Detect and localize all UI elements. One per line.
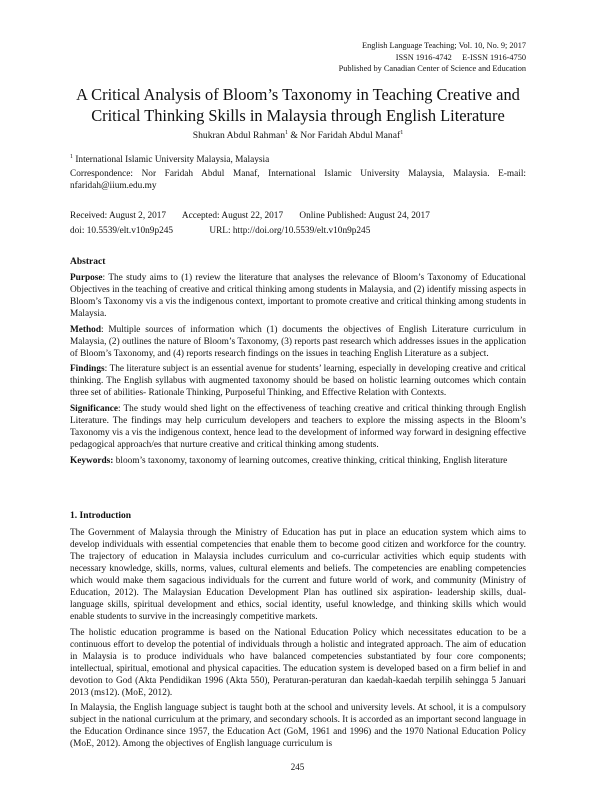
method-label: Method: [70, 324, 101, 335]
journal-publisher: Published by Canadian Center of Science and Education: [338, 64, 526, 73]
journal-issn: ISSN 1916-4742 E-ISSN 1916-4750: [395, 52, 526, 62]
findings-text: : The literature subject is an essential avenue for students’ learning, especially in developing creative and critical thinking. The English syllabus with augmented taxonomy should be based on holistic learning outcomes which contain three set of abilities- Rationale Thinking, Purposeful Thinking, and Effective Relation with Contexts.: [70, 364, 526, 399]
keywords-label: Keywords:: [70, 455, 114, 466]
doi-url[interactable]: URL: http://doi.org/10.5539/elt.v10n9p245: [209, 226, 371, 236]
author-list: [70, 130, 526, 141]
journal-header: [226, 40, 526, 75]
abstract-method: [70, 324, 526, 360]
abstract-findings: [70, 363, 526, 399]
affiliation-text: International Islamic University Malaysia, Malaysia: [73, 155, 270, 166]
paper-title: [70, 84, 526, 126]
doi-text: doi: 10.5539/elt.v10n9p245: [70, 226, 174, 236]
purpose-label: Purpose: [70, 273, 103, 283]
significance-label: Significance: [70, 404, 119, 415]
article-dates: [70, 210, 526, 222]
published-date: Online Published: August 24, 2017: [299, 211, 430, 221]
abstract-significance: [70, 403, 526, 451]
doi-line: [70, 225, 526, 237]
title-line-1: A Critical Analysis of Bloom’s Taxonomy in Teaching Creative and: [76, 85, 520, 104]
journal-volume: English Language Teaching; Vol. 10, No. 9; 2017: [362, 41, 526, 50]
intro-paragraph-3: In Malaysia, the English language subject is taught both at the school and university levels. At school, it is a compulsory subject in the national curriculum at the primary, and secondary schools. It is accorded as an important second language in the Education Ordinance since 1957, the Education Act (GoM, 1961 and 1996) and the 1970 National Education Policy (MoE, 2012). Among the objectives of English language curriculum is: [70, 703, 526, 750]
author-1: Shukran Abdul Rahman: [192, 130, 285, 142]
abstract-heading: Abstract: [70, 257, 106, 267]
abstract-section: [70, 256, 526, 470]
purpose-text: : The study aims to (1) review the literature that analyses the relevance of Bloom’s Taxonomy of Educational Objectives in the teaching of creative and critical thinking among students in Malaysia, and (2) identify missing aspects in Bloom’s Taxonomy vis a vis the indigenous context, important to promote creative and critical thinking among students in Malaysia.: [70, 273, 526, 319]
affiliation-mark: 1: [70, 154, 73, 160]
correspondence: Correspondence: Nor Faridah Abdul Manaf, International Islamic University Malaysia, Malaysia. E-mail: nfaridah@iium.edu.my: [70, 169, 526, 191]
author-2: Nor Faridah Abdul Manaf: [300, 130, 401, 142]
intro-paragraph-1: The Government of Malaysia through the Ministry of Education has put in place an education system which aims to develop individuals with essential competencies that enable them to become good citizen and workforce for the country. The trajectory of education in Malaysia includes curriculum and co-curricular activities which equip students with necessary knowledge, skills, norms, values, cultural elements and beliefs. The competencies are enabling competencies which would make them sagacious individuals for the current and future world of work, and community (Ministry of Education, 2012). The Malaysian Education Development Plan has outlined six aspiration- leadership skills, dual-language skills, spiritual development and ethics, social identity, useful knowledge, and thinking skills which would enable students to survive in the increasingly competitive markets.: [70, 528, 526, 622]
author-1-affil-mark: 1: [285, 130, 288, 136]
abstract-keywords: [70, 455, 526, 467]
author-separator: &: [288, 130, 301, 142]
intro-paragraph-2: The holistic education programme is based on the National Education Policy which necessitates education to be a continuous effort to develop the potential of individuals through a holistic and integrated approach. The aim of education in Malaysia is to produce individuals who have balanced competencies substantiated by four core components; intellectual, spiritual, emotional and physical capacities. The education system is developed based on a firm belief in and devotion to God (Akta Pendidikan 1996 (Akta 550), Peraturan-peraturan dan kaedah-kaedah terpilih sehingga 5 Januari 2013 (ms12). (MoE, 2012).: [70, 627, 526, 698]
method-text: : Multiple sources of information which (1) documents the objectives of English Literature curriculum in Malaysia, (2) outlines the nature of Bloom’s Taxonomy, (3) reports past research which addresses issues in the application of Bloom’s Taxonomy, and (4) reports research findings on the issues in teaching English Literature as a subject.: [70, 324, 526, 359]
page-number: 245: [290, 762, 305, 772]
section-heading: 1. Introduction: [70, 511, 132, 521]
title-line-2: Critical Thinking Skills in Malaysia through English Literature: [91, 106, 505, 125]
abstract-purpose: [70, 272, 526, 320]
findings-label: Findings: [70, 364, 105, 375]
keywords-text: bloom’s taxonomy, taxonomy of learning outcomes, creative thinking, critical thinking, English literature: [113, 455, 508, 466]
author-2-affil-mark: 1: [400, 130, 404, 136]
significance-text: : The study would shed light on the effectiveness of teaching creative and critical thinking through English Literature. The findings may help curriculum developers and teachers to explore the missing aspects in the Bloom’s Taxonomy vis a vis the indigenous context, hence lead to the development of informed way forward in designing effective pedagogical approach/es that nurture creative and critical thinking among students.: [70, 404, 526, 451]
affiliation: [70, 151, 526, 166]
received-date: Received: August 2, 2017: [70, 211, 167, 221]
accepted-date: Accepted: August 22, 2017: [181, 211, 284, 221]
introduction-section: [70, 510, 526, 754]
